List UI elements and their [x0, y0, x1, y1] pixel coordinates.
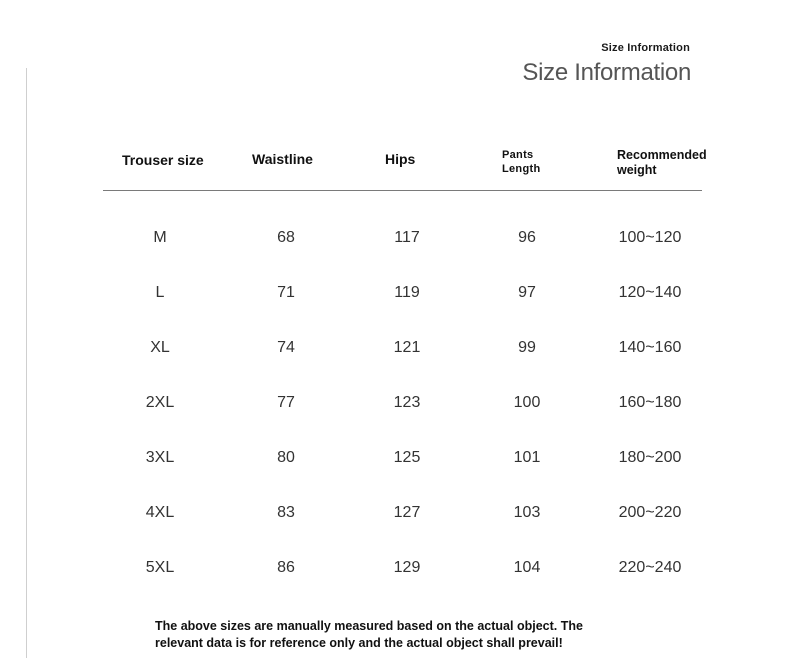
- header-weight-line1: Recommended: [617, 148, 707, 162]
- cell-weight: 220~240: [618, 559, 682, 576]
- cell-waistline: 83: [277, 504, 295, 521]
- cell-weight: 140~160: [618, 339, 682, 356]
- table-row: [0, 218, 800, 273]
- cell-weight: 160~180: [618, 394, 682, 411]
- table-row: [0, 383, 800, 438]
- page-title: Size Information: [522, 59, 691, 86]
- header-waistline: Waistline: [252, 151, 313, 167]
- cell-waistline: 80: [277, 449, 295, 466]
- measurement-disclaimer: [155, 618, 655, 652]
- cell-pants-length: 104: [513, 559, 541, 576]
- cell-waistline: 74: [277, 339, 295, 356]
- header-pants-length: [502, 148, 540, 176]
- section-label: Size Information: [601, 42, 690, 54]
- cell-pants-length: 100: [513, 394, 541, 411]
- cell-size: M: [153, 229, 167, 246]
- cell-hips: 121: [393, 339, 421, 356]
- disclaimer-line2: relevant data is for reference only and the actual object shall prevail!: [155, 636, 563, 650]
- cell-hips: 119: [394, 284, 420, 301]
- cell-pants-length: 101: [513, 449, 541, 466]
- cell-size: 3XL: [145, 449, 175, 466]
- cell-hips: 117: [394, 229, 420, 246]
- cell-weight: 100~120: [618, 229, 682, 246]
- cell-size: 2XL: [145, 394, 175, 411]
- cell-pants-length: 96: [518, 229, 536, 246]
- cell-size: L: [155, 284, 165, 301]
- cell-waistline: 71: [277, 284, 295, 301]
- cell-pants-length: 99: [518, 339, 536, 356]
- table-row: [0, 548, 800, 603]
- table-row: [0, 273, 800, 328]
- cell-weight: 180~200: [618, 449, 682, 466]
- cell-hips: 129: [393, 559, 421, 576]
- cell-pants-length: 97: [518, 284, 536, 301]
- cell-hips: 127: [393, 504, 421, 521]
- size-table-header: [0, 140, 800, 190]
- header-pants-length-line2: Length: [502, 163, 541, 175]
- table-row: [0, 438, 800, 493]
- header-trouser-size: Trouser size: [122, 152, 204, 168]
- cell-hips: 123: [393, 394, 421, 411]
- cell-weight: 120~140: [618, 284, 682, 301]
- cell-hips: 125: [393, 449, 421, 466]
- header-hips: Hips: [385, 151, 416, 167]
- cell-waistline: 77: [277, 394, 295, 411]
- cell-waistline: 86: [277, 559, 295, 576]
- cell-size: XL: [150, 339, 170, 356]
- cell-weight: 200~220: [618, 504, 682, 521]
- size-table-body: [0, 218, 800, 603]
- cell-size: 4XL: [145, 504, 175, 521]
- disclaimer-line1: The above sizes are manually measured based on the actual object. The: [155, 619, 583, 633]
- table-row: [0, 328, 800, 383]
- table-row: [0, 493, 800, 548]
- cell-size: 5XL: [145, 559, 175, 576]
- header-weight-line2: weight: [617, 163, 657, 177]
- header-divider: [103, 190, 702, 191]
- cell-waistline: 68: [277, 229, 295, 246]
- cell-pants-length: 103: [513, 504, 541, 521]
- header-pants-length-line1: Pants: [502, 149, 534, 161]
- header-recommended-weight: [617, 148, 707, 178]
